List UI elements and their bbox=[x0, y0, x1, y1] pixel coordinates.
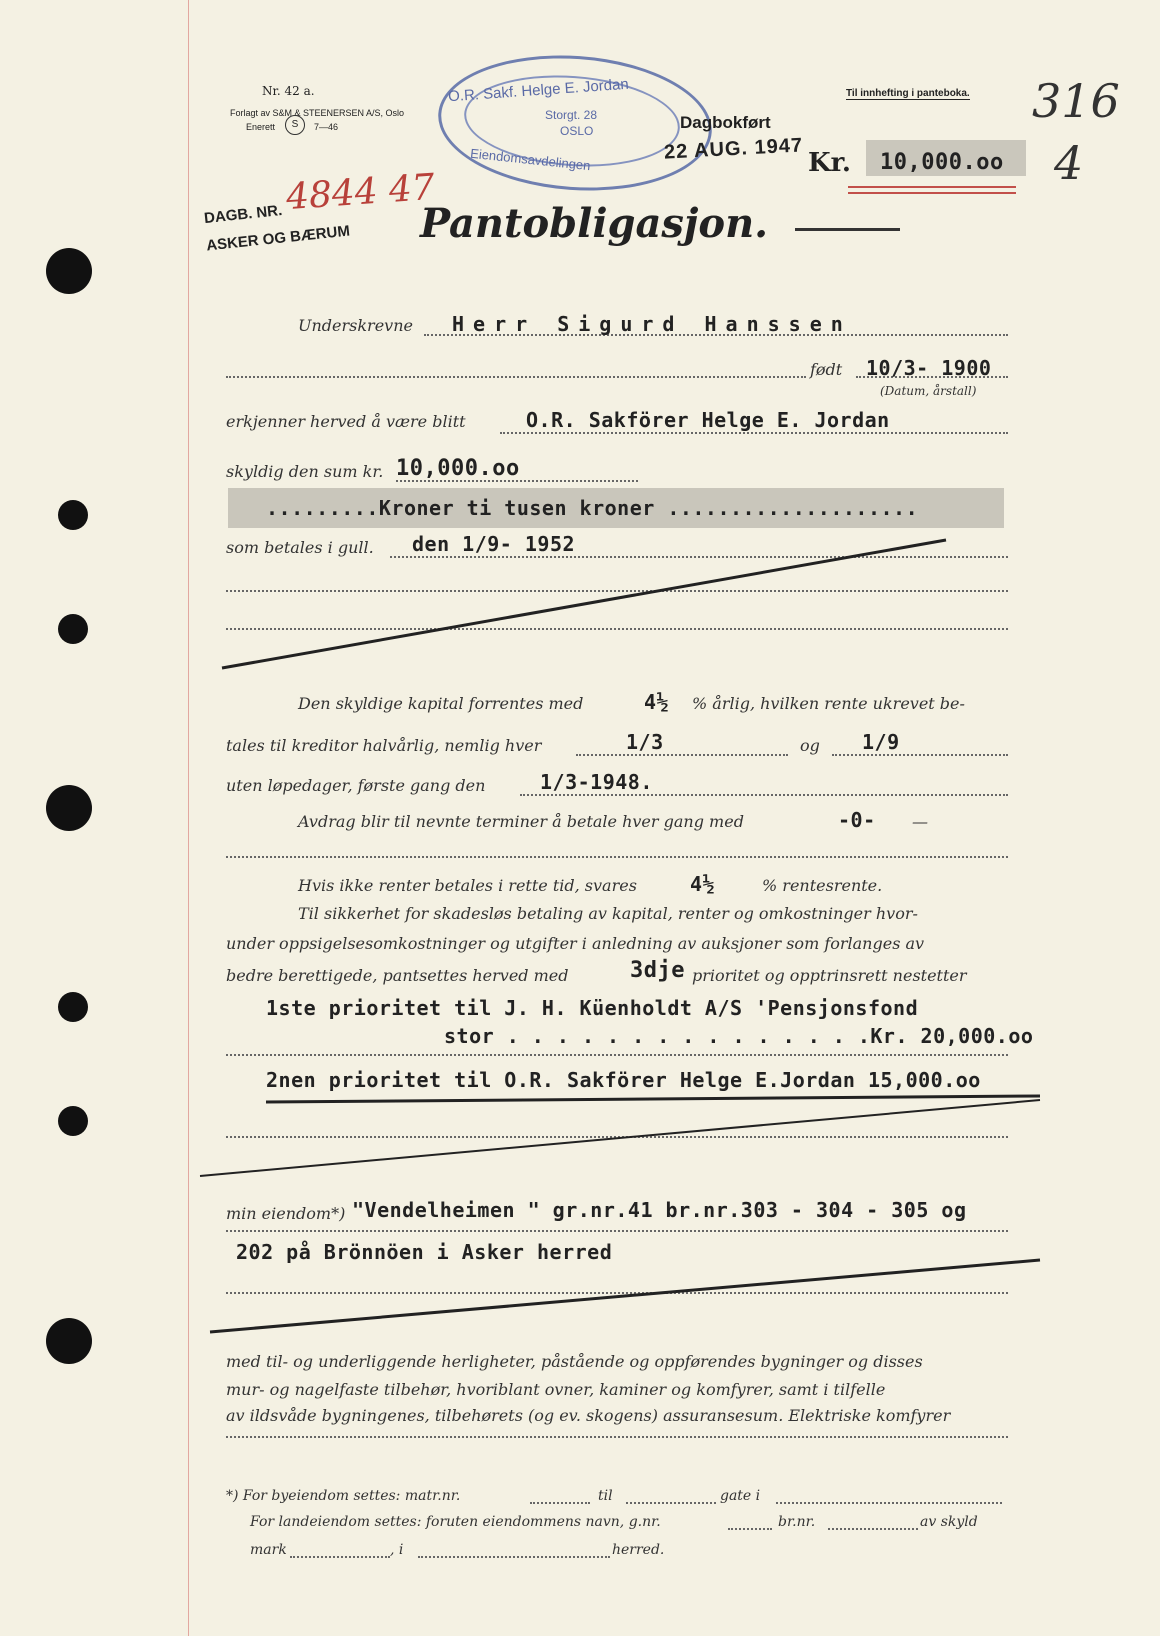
footnote-line3: mark bbox=[250, 1542, 287, 1558]
interest-line3: uten løpedager, første gang den bbox=[226, 776, 486, 795]
page-number-sub: 4 bbox=[1054, 136, 1084, 190]
til-innhefting: Til innhefting i panteboka. bbox=[846, 88, 970, 99]
kr-amount: 10,000.oo bbox=[880, 150, 1004, 175]
interest-line5-end: % rentesrente. bbox=[762, 876, 883, 895]
og-label: og bbox=[800, 736, 820, 755]
property-line1: "Vendelheimen " gr.nr.41 br.nr.303 - 304 - 305 og bbox=[352, 1198, 967, 1222]
page-title: Pantobligasjon. bbox=[420, 200, 769, 247]
kr-label: Kr. bbox=[808, 148, 851, 178]
fodt-label: født bbox=[810, 360, 843, 379]
birth-date: 10/3- 1900 bbox=[866, 356, 992, 380]
property-line2: 202 på Brönnöen i Asker herred bbox=[236, 1240, 613, 1264]
term-2: 1/9 bbox=[862, 730, 900, 754]
avdrag-value: -0- bbox=[838, 808, 876, 832]
publisher-logo: S bbox=[285, 115, 305, 135]
property-label: min eiendom*) bbox=[226, 1204, 346, 1223]
penalty-rate: 4½ bbox=[690, 872, 716, 896]
footnote-line1-gate: gate i bbox=[720, 1488, 761, 1504]
closing-line3: av ildsvåde bygningenes, tilbehørets (og ev. skogens) assuransesum. Elektriske komfyrer bbox=[226, 1406, 951, 1425]
priority-1-line2: stor . . . . . . . . . . . . . . .Kr. 20,000.oo bbox=[444, 1024, 1034, 1048]
publisher-line: Forlagt av S&M & STEENERSEN A/S, Oslo bbox=[230, 108, 405, 118]
closing-line1: med til- og underliggende herligheter, påstående og oppførendes bygninger og disses bbox=[226, 1352, 923, 1371]
strike-line bbox=[200, 1100, 1040, 1176]
erkjenner-label: erkjenner herved å være blitt bbox=[226, 412, 466, 431]
footnote-line1-til: til bbox=[598, 1488, 613, 1504]
form-number: Nr. 42 a. bbox=[262, 84, 315, 98]
interest-line4: Avdrag blir til nevnte terminer å betale hver gang med bbox=[298, 812, 744, 831]
interest-line8: bedre berettigede, pantsettes herved med bbox=[226, 966, 569, 985]
dagb-nr-handwritten: 4844 47 bbox=[284, 166, 437, 219]
footnote-line3-herred: herred. bbox=[612, 1542, 665, 1558]
stamp-line-address: Storgt. 28 bbox=[545, 108, 598, 122]
skyldig-label: skyldig den sum kr. bbox=[226, 462, 384, 481]
page-number: 316 bbox=[1032, 74, 1120, 128]
strike-line bbox=[222, 540, 946, 668]
due-date: den 1/9- 1952 bbox=[412, 532, 576, 556]
footnote-line1: *) For byeiendom settes: matr.nr. bbox=[226, 1488, 461, 1504]
strike-line bbox=[210, 1260, 1040, 1332]
stamp-date: 22 AUG. 1947 bbox=[663, 134, 804, 164]
dagbokfort-stamp: Dagbokført bbox=[680, 113, 771, 132]
interest-line6: Til sikkerhet for skadesløs betaling av kapital, renter og omkostninger hvor- bbox=[298, 904, 918, 923]
amount-in-words: .........Kroner ti tusen kroner .................... bbox=[266, 496, 919, 520]
publisher-enerett: Enerett bbox=[246, 122, 276, 132]
interest-line2: tales til kreditor halvårlig, nemlig hver bbox=[226, 736, 542, 755]
interest-line5: Hvis ikke renter betales i rette tid, svares bbox=[298, 876, 637, 895]
footnote-line2-skyld: av skyld bbox=[920, 1514, 978, 1530]
rule-line bbox=[266, 1096, 1040, 1102]
interest-line1: Den skyldige kapital forrentes med bbox=[298, 694, 584, 713]
stamp-line-city: OSLO bbox=[560, 124, 594, 138]
footnote-line2-brnr: br.nr. bbox=[778, 1514, 816, 1530]
footnote-line3-i: , i bbox=[390, 1542, 404, 1558]
datum-label: (Datum, årstall) bbox=[880, 384, 977, 398]
dagb-nr-label: DAGB. NR. bbox=[203, 201, 284, 228]
footnote-line2: For landeiendom settes: foruten eiendommens navn, g.nr. bbox=[250, 1514, 661, 1530]
priority-1-line1: 1ste prioritet til J. H. Küenholdt A/S 'Pensjonsfond bbox=[266, 996, 919, 1020]
creditor-name: O.R. Sakförer Helge E. Jordan bbox=[526, 408, 890, 432]
closing-line2: mur- og nagelfaste tilbehør, hvoriblant ovner, kaminer og komfyrer, samt i tilfelle bbox=[226, 1380, 886, 1399]
priority-2: 2nen prioritet til O.R. Sakförer Helge E.Jordan 15,000.oo bbox=[266, 1068, 981, 1092]
asker-stamp: ASKER OG BÆRUM bbox=[205, 222, 351, 255]
underskrevne-label: Underskrevne bbox=[298, 316, 413, 335]
first-payment-date: 1/3-1948. bbox=[540, 770, 653, 794]
interest-line8-end: prioritet og opptrinsrett nestetter bbox=[692, 966, 967, 985]
betales-label: som betales i gull. bbox=[226, 538, 374, 557]
stamp-line-name: O.R. Sakf. Helge E. Jordan bbox=[447, 75, 630, 106]
avdrag-dash: — bbox=[912, 812, 928, 831]
interest-line7: under oppsigelsesomkostninger og utgifter i anledning av auksjoner som forlanges av bbox=[226, 934, 925, 953]
interest-line1-end: % årlig, hvilken rente ukrevet be- bbox=[692, 694, 965, 713]
interest-rate: 4½ bbox=[644, 690, 670, 714]
publisher-date: 7—46 bbox=[314, 122, 339, 132]
stamp-line-dept: Eiendomsavdelingen bbox=[469, 145, 592, 174]
debtor-name: Herr Sigurd Hanssen bbox=[452, 312, 852, 336]
term-1: 1/3 bbox=[626, 730, 664, 754]
debt-amount: 10,000.oo bbox=[396, 456, 520, 481]
priority-value: 3dje bbox=[630, 958, 685, 983]
